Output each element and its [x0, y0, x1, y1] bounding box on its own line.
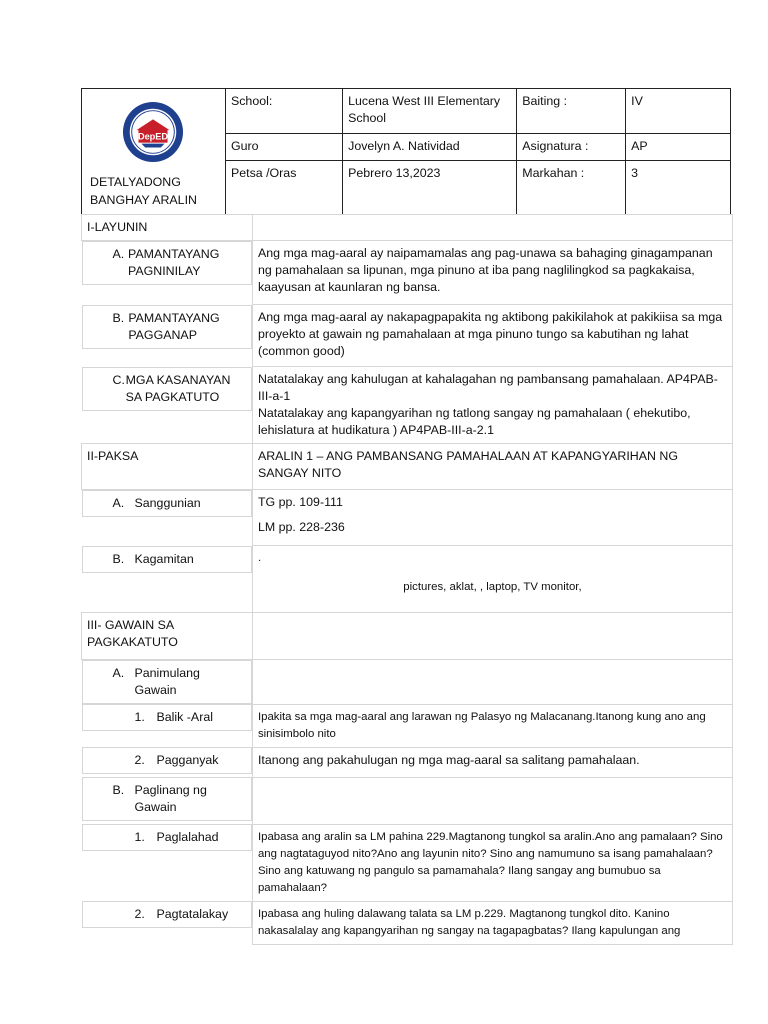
empty-cell: [252, 660, 732, 705]
kasanayan-line-1: Natatalakay ang kahulugan at kahalagahan ng pambansang pamahalaan. AP4PAB-III-a-1: [257, 372, 718, 403]
empty-cell: [252, 613, 732, 660]
label-kasanayan: MGA KASANAYAN SA PAGKATUTO: [125, 372, 231, 404]
table-row: [82, 546, 733, 613]
text-pamantayang-pagninilay: Ang mga mag-aaral ay naipamamalas ang pag-unawa sa bahaging ginagampanan ng pamahalaan sa lipunan, mga pinuno at iba pang naglilingkod sa pagkakaisa, kaayusan at kaunlaran ng bansa.: [252, 241, 732, 305]
table-row: [82, 704, 733, 747]
text-paglalahad: Ipabasa ang aralin sa LM pahina 229.Magtanong tungkol sa aralin.Ano ang pamalaan? Sino ang nagtataguyod nito?Ano ang layunin nito? Sino ang namumuno sa isang pamahalaan? Sino ang katuwang ng pangulo sa pamamahala? Ilang sangay ang bumubuo sa pamahalaan?: [252, 824, 732, 901]
table-row: [82, 241, 733, 305]
grade-value: IV: [626, 89, 731, 134]
doc-title: [90, 173, 217, 209]
row-label: B. Kagamitan: [82, 546, 252, 573]
sanggunian-line-2: LM pp. 228-236: [257, 520, 345, 534]
label-balik-aral: Balik -Aral: [156, 710, 213, 724]
row-label: 1. Balik -Aral: [82, 704, 252, 731]
table-row: [82, 367, 733, 444]
row-label: B. Paglinang ng Gawain: [82, 777, 252, 821]
deped-seal-icon: [122, 101, 184, 163]
label-paglalahad: Paglalahad: [156, 830, 219, 844]
subject-value: AP: [626, 134, 731, 161]
doc-title-line-1: DETALYADONG: [90, 175, 181, 189]
grade-label: Baiting :: [517, 89, 626, 134]
text-pamantayang-pagganap: Ang mga mag-aaral ay nakapagpapakita ng aktibong pakikilahok at pakikiisa sa mga proyekto at gawain ng pamahalaan at mga pinuno tungo sa kabutihan ng lahat (common good): [252, 305, 732, 367]
row-label: A. PAMANTAYANG PAGNINILAY: [82, 241, 252, 285]
svg-text:DepED: DepED: [138, 131, 169, 142]
table-row: [82, 901, 733, 944]
table-row: [82, 305, 733, 367]
subject-label: Asignatura :: [517, 134, 626, 161]
logo-title-cell: [82, 89, 226, 215]
label-paglinang: Paglinang ng Gawain: [134, 783, 207, 814]
row-label: 2. Pagganyak: [82, 747, 252, 774]
school-label: School:: [225, 89, 342, 134]
kasanayan-line-2: Natatalakay ang kapangyarihan ng tatlong sangay ng pamahalaan ( ehekutibo, lehislatura at hudikatura ) AP4PAB-III-a-2.1: [257, 406, 691, 437]
row-label: A. Sanggunian: [82, 490, 252, 517]
table-row: [82, 215, 733, 241]
doc-title-line-2: BANGHAY ARALIN: [90, 193, 197, 207]
row-label: 1. Paglalahad: [82, 824, 252, 851]
teacher-value: Jovelyn A. Natividad: [343, 134, 517, 161]
kagamitan-list: pictures, aklat, , laptop, TV monitor,: [403, 581, 582, 593]
empty-cell: [252, 215, 732, 241]
text-sanggunian: [252, 490, 732, 546]
empty-cell: [252, 777, 732, 824]
label-pamantayang-pagganap: PAMANTAYANG PAGGANAP: [128, 310, 220, 342]
table-row: [82, 777, 733, 824]
text-kagamitan: [252, 546, 732, 613]
table-row: [82, 747, 733, 777]
label-pagganyak: Pagganyak: [156, 753, 219, 767]
row-label: 2. Pagtatalakay: [82, 901, 252, 928]
label-pagtatalakay: Pagtatalakay: [156, 907, 229, 921]
quarter-value: 3: [626, 161, 731, 215]
table-row: [82, 613, 733, 660]
table-row: [82, 444, 733, 490]
table-row: [82, 824, 733, 901]
date-label: Petsa /Oras: [225, 161, 342, 215]
sanggunian-line-1: TG pp. 109-111: [257, 495, 343, 509]
teacher-label: Guro: [225, 134, 342, 161]
text-pagtatalakay: Ipabasa ang huling dalawang talata sa LM p.229. Magtanong tungkol dito. Kanino nakasalalay ang kapangyarihan ng sangay na tagapagbatas? Ilang kapulungan ang: [252, 901, 732, 944]
row-label: C. MGA KASANAYAN SA PAGKATUTO: [82, 367, 252, 411]
table-row: [82, 490, 733, 546]
label-panimulang: Panimulang Gawain: [134, 666, 200, 697]
header-table: [81, 88, 731, 215]
label-pamantayang-pagninilay: PAMANTAYANG PAGNINILAY: [128, 247, 220, 278]
label-kagamitan: Kagamitan: [134, 551, 194, 566]
date-value: Pebrero 13,2023: [343, 161, 517, 215]
text-kasanayan: [252, 367, 732, 444]
lesson-table: [81, 214, 733, 945]
text-paksa: ARALIN 1 – ANG PAMBANSANG PAMAHALAAN AT KAPANGYARIHAN NG SANGAY NITO: [252, 444, 732, 490]
school-value: Lucena West III Elementary School: [343, 89, 517, 134]
row-label: B. PAMANTAYANG PAGGANAP: [82, 305, 252, 349]
section-gawain: III- GAWAIN SA PAGKAKATUTO: [82, 613, 253, 660]
row-label: A. Panimulang Gawain: [82, 660, 252, 704]
quarter-label: Markahan :: [517, 161, 626, 215]
kagamitan-dot: .: [257, 552, 262, 564]
text-balik-aral: Ipakita sa mga mag-aaral ang larawan ng Palasyo ng Malacanang.Itanong kung ano ang sinisimbolo nito: [252, 704, 732, 747]
table-row: [82, 660, 733, 705]
label-sanggunian: Sanggunian: [134, 496, 201, 510]
text-pagganyak: Itanong ang pakahulugan ng mga mag-aaral sa salitang pamahalaan.: [252, 747, 732, 777]
section-paksa: II-PAKSA: [82, 444, 253, 490]
section-layunin: I-LAYUNIN: [82, 215, 253, 241]
